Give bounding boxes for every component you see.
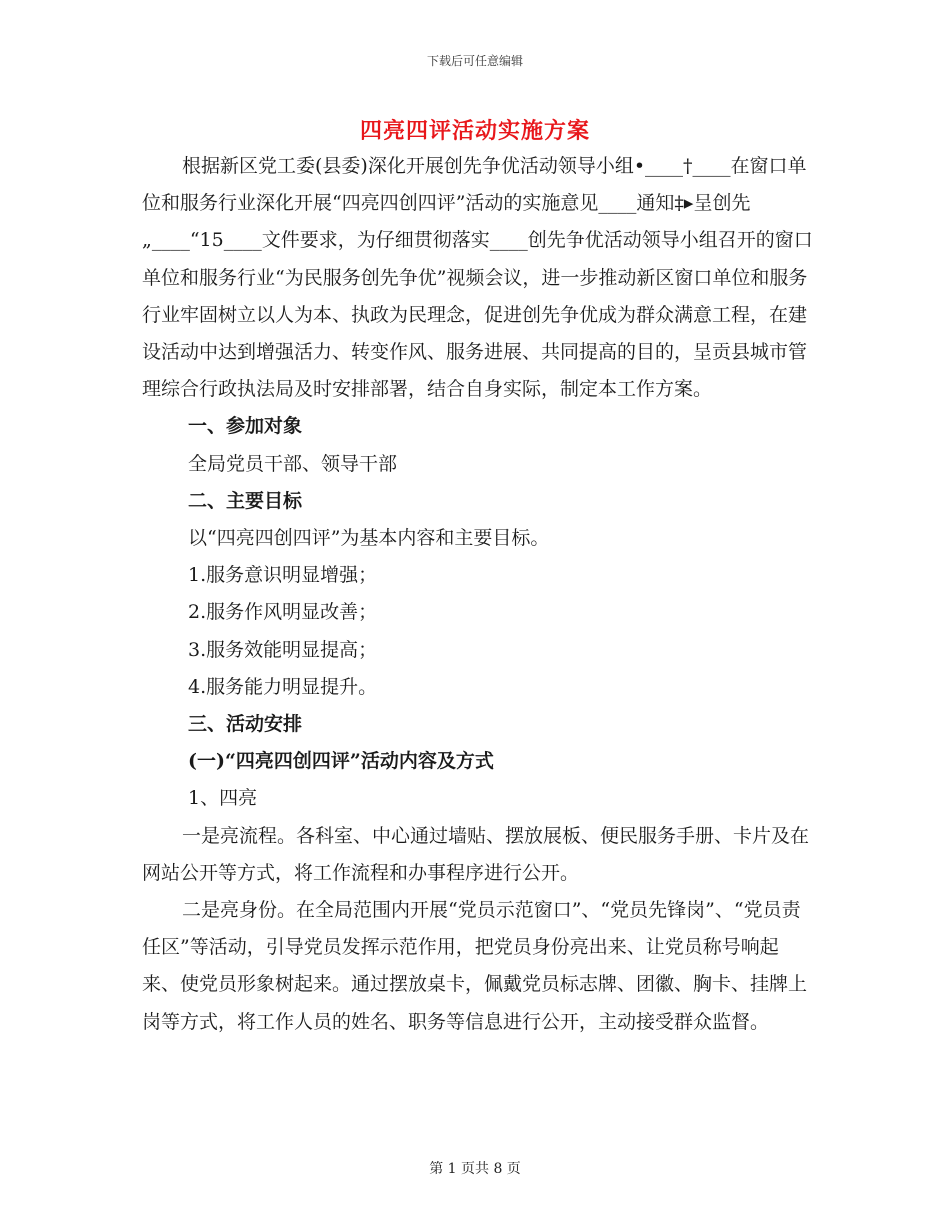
goal-item: 4.服务能力明显提升。 [188, 675, 378, 698]
page-header-note: 下载后可任意编辑 [426, 54, 523, 68]
point-label: 1、四亮 [188, 787, 258, 810]
goals-text: 以“四亮四创四评”为基本内容和主要目标。 [188, 527, 550, 550]
goal-item: 2.服务作风明显改善； [188, 601, 378, 624]
intro-paragraph: 根据新区党工委(县委)深化开展创先争优活动领导小组•____†____在窗口单位和服务行业深化开展“四亮四创四评”活动的实施意见____通知‡▸呈创先„____“15____文件要求，为仔细贯彻落实____创先争优活动领导小组召开的窗口单位和服务行业“为民服务创先争优”视频会议，进一步推动新区窗口单位和服务行业牢固树立以人为本、执政为民理念，促进创先争优成为群众满意工程，在建设活动中达到增强活力、转变作风、服务进展、共同提高的目的，呈贡县城市管理综合行政执法局及时安排部署，结合自身实际，制定本工作方案。 [142, 155, 813, 401]
document-body [142, 148, 814, 1041]
goal-item: 1.服务意识明显增强； [188, 564, 378, 587]
subsection-heading: (一)“四亮四创四评”活动内容及方式 [188, 750, 494, 773]
paragraph-process: 一是亮流程。各科室、中心通过墙贴、摆放展板、便民服务手册、卡片及在网站公开等方式，将工作流程和办事程序进行公开。 [142, 824, 810, 884]
page-number: 第 1 页共 8 页 [429, 1161, 521, 1177]
section-heading-goals: 二、主要目标 [188, 489, 303, 512]
goal-item: 3.服务效能明显提高； [188, 638, 378, 661]
document-title: 四亮四评活动实施方案 [359, 118, 590, 144]
section-heading-participants: 一、参加对象 [188, 415, 303, 438]
section-heading-arrangement: 三、活动安排 [188, 713, 303, 736]
participants-text: 全局党员干部、领导干部 [188, 452, 398, 475]
paragraph-identity: 二是亮身份。在全局范围内开展“党员示范窗口”、“党员先锋岗”、“党员责任区”等活动，引导党员发挥示范作用，把党员身份亮出来、让党员称号响起来、使党员形象树起来。通过摆放桌卡，佩戴党员标志牌、团徽、胸卡、挂牌上岗等方式，将工作人员的姓名、职务等信息进行公开，主动接受群众监督。 [142, 899, 808, 1033]
